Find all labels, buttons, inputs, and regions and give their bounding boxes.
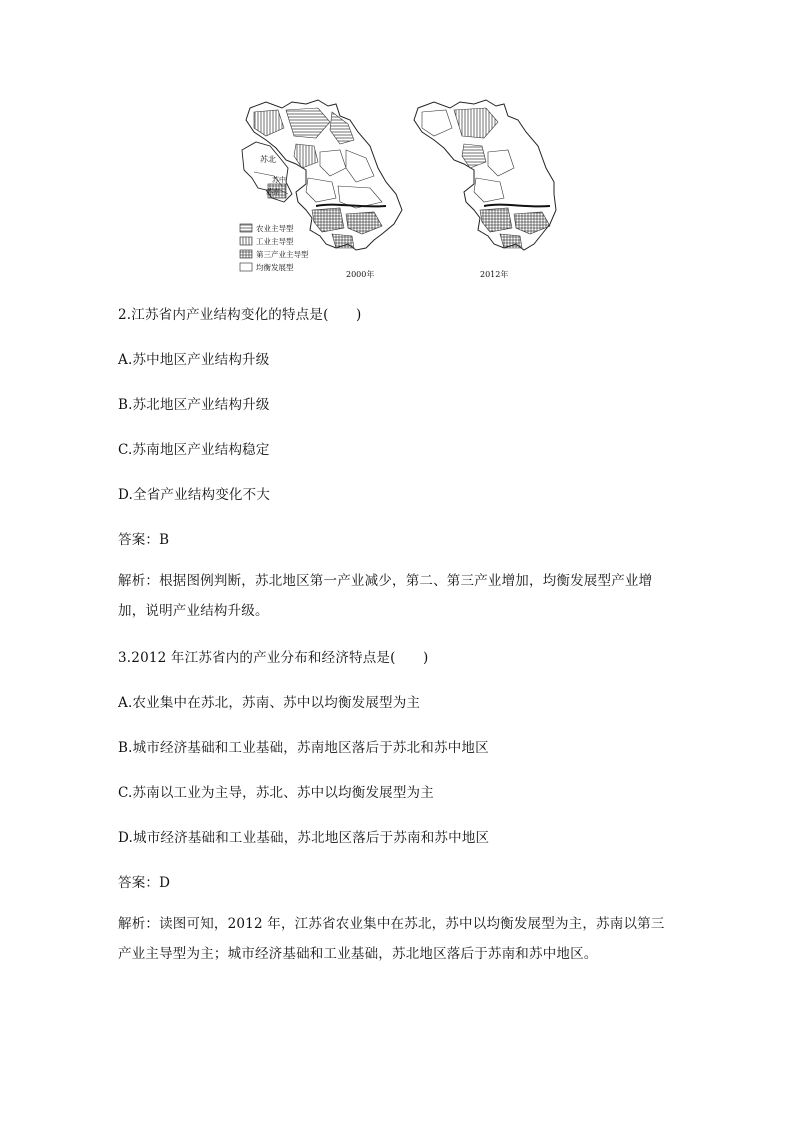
question-2-option-d: D.全省产业结构变化不大 <box>118 487 271 503</box>
maps-svg <box>236 98 560 284</box>
legend-label-tertiary: 第三产业主导型 <box>256 250 309 259</box>
legend-label-balanced: 均衡发展型 <box>256 263 294 272</box>
question-3-option-c: C.苏南以工业为主导，苏北、苏中以均衡发展型为主 <box>118 785 434 801</box>
map-caption-2000: 2000年 <box>346 270 375 279</box>
legend-swatch-balanced <box>240 263 252 271</box>
legend-label-agriculture: 农业主导型 <box>256 224 294 233</box>
question-2-option-c: C.苏南地区产业结构稳定 <box>118 442 270 458</box>
question-3-stem: 3.2012 年江苏省内的产业分布和经济特点是( ) <box>118 650 429 666</box>
question-2-option-b: B.苏北地区产业结构升级 <box>118 397 270 413</box>
question-3-analysis: 解析：读图可知，2012 年，江苏省农业集中在苏北，苏中以均衡发展型为主，苏南以第三产业主导型为主；城市经济基础和工业基础，苏北地区落后于苏南和苏中地区。 <box>118 916 665 962</box>
question-3-option-d: D.城市经济基础和工业基础，苏北地区落后于苏南和苏中地区 <box>118 830 490 846</box>
legend-swatch-industry <box>240 237 252 245</box>
inset-label-sunan: 苏南 <box>266 188 280 196</box>
inset-label-suzhong: 苏中 <box>272 176 286 184</box>
legend <box>240 223 309 272</box>
question-3-answer: 答案：D <box>118 875 171 891</box>
inset-label-subei: 苏北 <box>260 155 276 164</box>
question-3-option-a: A.农业集中在苏北，苏南、苏中以均衡发展型为主 <box>118 695 421 711</box>
legend-swatch-agriculture <box>240 224 252 232</box>
legend-swatch-tertiary <box>240 250 252 258</box>
map-caption-2012: 2012年 <box>480 270 509 279</box>
jiangsu-industry-maps-figure <box>236 98 560 284</box>
question-2-option-a: A.苏中地区产业结构升级 <box>118 352 270 368</box>
question-2-answer: 答案：B <box>118 532 170 548</box>
question-3-option-b: B.城市经济基础和工业基础，苏南地区落后于苏北和苏中地区 <box>118 740 489 756</box>
legend-label-industry: 工业主导型 <box>256 237 294 246</box>
question-2-stem: 2.江苏省内产业结构变化的特点是( ) <box>118 307 362 323</box>
question-2-analysis: 解析：根据图例判断，苏北地区第一产业减少，第二、第三产业增加，均衡发展型产业增加，说明产业结构升级。 <box>118 573 653 619</box>
map-2012 <box>414 100 556 250</box>
